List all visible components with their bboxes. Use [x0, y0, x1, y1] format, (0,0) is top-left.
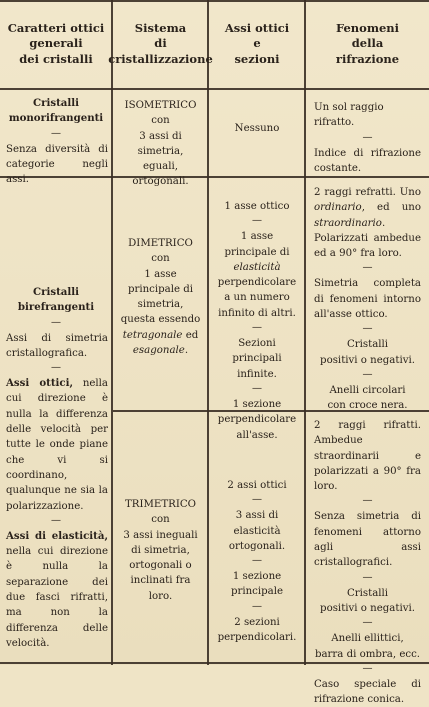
header-sistema: [108, 0, 213, 88]
separator-dash: —: [51, 127, 61, 139]
header-col4-line2: della: [351, 36, 384, 51]
header-col1-line1: Caratteri ottici: [7, 20, 105, 35]
assi-elasticita-block: [2, 529, 110, 651]
dimetrico-fenomeni-1b: , ed uno: [361, 202, 421, 214]
separator-dash: —: [51, 316, 61, 328]
separator-dash: —: [252, 555, 262, 567]
dimetrico-axes-2-main: 1 asse principale di: [224, 231, 290, 258]
trimetrico-axes: [209, 478, 305, 645]
header-col2-line2: di: [154, 36, 167, 51]
separator-dash: —: [362, 617, 373, 629]
monorifrangenti-desc: Senza diversità di categorie negli assi.: [6, 143, 108, 186]
trimetrico-fenomeni-3b: positivi o negativi.: [320, 602, 415, 614]
separator-dash: —: [51, 514, 61, 526]
isometrico-desc-con: con: [151, 115, 170, 127]
dimetrico-axes-3: Sezioni principali infinite.: [232, 338, 282, 380]
header-col3-line2: e: [253, 36, 261, 51]
isometrico-axes-nessuno: Nessuno: [234, 123, 280, 134]
dimetrico-fenomeni-1a: 2 raggi refratti. Uno: [314, 187, 421, 198]
trimetrico-fenomeni-1: 2 raggi rifratti. Ambedue straordinarii e polarizzati a 90° fra loro.: [314, 420, 421, 493]
trimetrico-fenomeni-4b: barra di ombra, ecc.: [314, 648, 421, 660]
birefrangenti-title-line2: birefrangenti: [17, 301, 95, 314]
trimetrico-fenomeni: [306, 418, 429, 707]
header-assi: [209, 0, 305, 88]
header-col4-line1: Fenomeni: [335, 20, 400, 35]
trimetrico-fenomeni-4a: Anelli ellittici,: [331, 633, 404, 645]
isometrico-fenomeni: [306, 100, 429, 176]
separator-dash: —: [362, 662, 373, 674]
trimetrico-axes-1: 2 assi ottici: [227, 480, 287, 491]
dimetrico-ed: ed: [185, 329, 199, 341]
dimetrico-axes-1: 1 asse ottico: [224, 201, 290, 212]
header-col3-line3: sezioni: [234, 51, 280, 66]
dimetrico-tetragonale: tetragonale: [122, 329, 183, 341]
dimetrico-title: DIMETRICO: [128, 238, 193, 249]
separator-dash: —: [362, 368, 373, 380]
trimetrico-system: [113, 497, 208, 604]
isometrico-system: [113, 98, 208, 190]
dimetrico-fenomeni-4a: Anelli circolari: [329, 384, 406, 396]
separator-dash: —: [362, 262, 373, 274]
separator-dash: —: [362, 323, 373, 335]
separator-dash: —: [252, 600, 262, 612]
trimetrico-axes-4a: 2 sezioni: [234, 616, 280, 628]
trimetrico-desc-con: con: [151, 514, 170, 526]
dimetrico-fenomeni: [306, 185, 429, 414]
assi-ottici-text: nella cui direzione è nulla la differenza delle velocità per tutte le onde piane che vi si coordinano, qualunque ne sia la polarizzazione.: [6, 378, 108, 512]
isometrico-title: ISOMETRICO: [124, 100, 197, 111]
dimetrico-period: .: [184, 345, 189, 357]
dimetrico-axes-2-end: perpendicolare a un numero infinito di altri.: [217, 277, 297, 319]
separator-dash: —: [362, 571, 373, 583]
separator-dash: —: [51, 362, 61, 374]
trimetrico-title: TRIMETRICO: [125, 499, 196, 510]
dimetrico-axes-2: [211, 229, 303, 321]
isometrico-axes: [209, 121, 305, 136]
birefrangenti-characters: [0, 285, 112, 651]
dimetrico-fenomeni-2: Simetria completa di fenomeni intorno all'asse ottico.: [314, 278, 421, 321]
dimetrico-fenomeni-1c: . Polarizzati ambedue ed a 90° fra loro.: [314, 217, 421, 260]
assi-elasticita-text: nella cui direzione è nulla la separazione dei due fasci rifratti, ma non la differenza delle velocità.: [6, 546, 108, 649]
header-caratteri: [0, 0, 112, 88]
dimetrico-fenomeni-4b: con croce nera.: [327, 400, 408, 412]
separator-dash: —: [252, 322, 262, 334]
assi-ottici-block: [2, 376, 110, 514]
trimetrico-fenomeni-5: Caso speciale di rifrazione conica.: [314, 678, 421, 706]
header-fenomeni: [306, 0, 429, 88]
dimetrico-fenomeni-1: [308, 185, 427, 261]
header-bottom-border: [0, 88, 429, 90]
birefrangenti-title-line1: Cristalli: [33, 286, 79, 298]
isometrico-desc-assi: 3 assi di simetria,: [137, 130, 184, 157]
separator-dash: —: [362, 495, 373, 507]
dimetrico-fenomeni-straordinario: straordinario: [314, 217, 382, 229]
header-col4-line3: rifrazione: [335, 51, 400, 66]
dimetrico-desc-block: [115, 267, 206, 359]
trimetrico-axes-2: 3 assi di elasticità ortogonali.: [228, 510, 286, 552]
monorifrangenti-characters: [0, 96, 112, 187]
dimetrico-desc-main: 1 asse principale di simetria, questa essendo: [120, 268, 201, 326]
isometrico-desc-ortogonali: eguali, ortogonali.: [132, 161, 189, 188]
trimetrico-fenomeni-3a: Cristalli: [346, 587, 389, 599]
assi-elasticita-label: Assi di elasticità,: [6, 529, 108, 542]
header-col1-line2: generali: [29, 36, 83, 51]
dimetrico-fenomeni-ordinario: ordinario: [314, 202, 362, 214]
isometrico-fenomeni-raggio: Un sol raggio rifratto.: [314, 102, 384, 129]
header-col3-line1: Assi ottici: [224, 20, 290, 35]
separator-dash: —: [252, 215, 262, 227]
trimetrico-desc: 3 assi ineguali di simetria, ortogonali o inclinati fra loro.: [123, 529, 198, 602]
monorifrangenti-title-line1: Cristalli: [33, 97, 79, 109]
dimetrico-fenomeni-3b: positivi o negativi.: [320, 354, 415, 366]
birefrangenti-desc: Assi di simetria cristallografica.: [6, 332, 108, 359]
dimetrico-axes-4: 1 sezione perpendicolare all'asse.: [217, 398, 297, 441]
header-col2-line1: Sistema: [134, 20, 187, 35]
header-col1-line3: dei cristalli: [19, 51, 93, 66]
dimetrico-fenomeni-3a: Cristalli: [346, 339, 389, 351]
trimetrico-axes-3: 1 sezione principale: [230, 571, 284, 598]
dimetrico-axes: [209, 199, 305, 443]
trimetrico-axes-4b: perpendicolari.: [217, 632, 297, 644]
trimetrico-fenomeni-2: Senza simetria di fenomeni attorno agli assi cristallografici.: [314, 511, 421, 569]
monorifrangenti-title-line2: monorifrangenti: [8, 112, 104, 125]
separator-dash: —: [252, 494, 262, 506]
header-col2-line3: cristallizzazione: [108, 51, 213, 66]
separator-dash: —: [362, 131, 373, 143]
dimetrico-axes-2-elasticita: elasticità: [233, 261, 281, 273]
separator-dash: —: [252, 382, 262, 394]
dimetrico-desc-con: con: [151, 253, 170, 265]
dimetrico-esagonale: esagonale: [132, 345, 185, 357]
isometrico-fenomeni-indice: Indice di rifrazione costante.: [314, 147, 421, 174]
dimetrico-system: [113, 236, 208, 358]
assi-ottici-label: Assi ottici,: [6, 377, 74, 390]
